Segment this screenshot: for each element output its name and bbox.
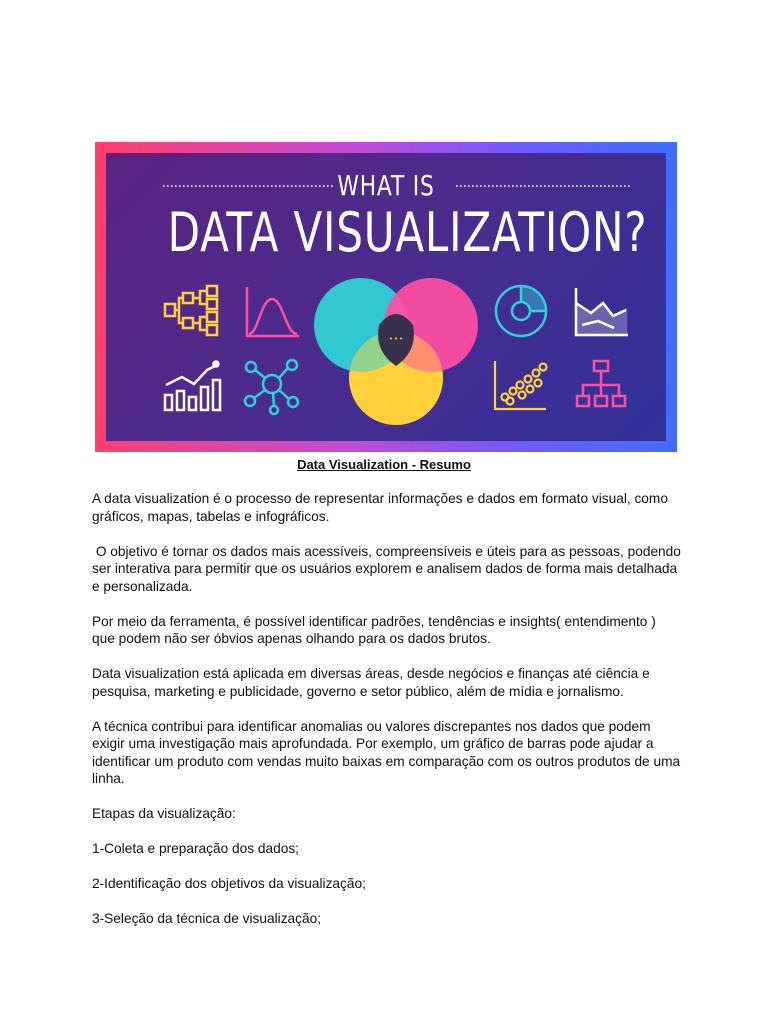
document-body xyxy=(92,490,685,945)
banner-inner xyxy=(106,153,666,441)
step-item: 1-Coleta e preparação dos dados; xyxy=(92,841,299,856)
svg-text:···: ··· xyxy=(388,329,404,348)
network-graph-icon xyxy=(245,360,298,414)
paragraph: Data visualization está aplicada em diversas áreas, desde negócios e finanças até ciência e pesquisa, marketing e publicidade, governo e setor público, além de mídia e jornalismo. xyxy=(92,666,650,699)
paragraph: Por meio da ferramenta, é possível identificar padrões, tendências e insights( entendimento ) que podem não ser óbvios apenas olhando para os dados brutos. xyxy=(92,613,656,646)
area-chart-icon xyxy=(576,288,628,335)
hierarchy-tree-icon xyxy=(165,286,217,335)
steps-heading: Etapas da visualização: xyxy=(92,806,236,821)
banner-title: DATA VISUALIZATION? xyxy=(167,201,648,264)
step-item: 3-Seleção da técnica de visualização; xyxy=(92,911,322,926)
bell-curve-icon xyxy=(247,287,299,336)
paragraph: A data visualization é o processo de representar informações e dados em formato visual, como gráficos, mapas, tabelas e infográficos. xyxy=(92,491,668,524)
scatter-plot-icon xyxy=(495,361,547,409)
bar-line-chart-icon xyxy=(165,362,220,411)
org-chart-icon xyxy=(577,361,625,406)
banner-image xyxy=(95,142,677,452)
paragraph: O objetivo é tornar os dados mais acessíveis, compreensíveis e úteis para as pessoas, podendo ser interativa para permitir que os usuários explorem e analisem dados de forma mais detalhada e personalizada. xyxy=(92,543,685,594)
banner-kicker: WHAT IS xyxy=(337,169,435,202)
step-item: 2-Identificação dos objetivos da visualização; xyxy=(92,876,366,891)
paragraph: A técnica contribui para identificar anomalias ou valores discrepantes nos dados que podem exigir uma investigação mais aprofundada. Por exemplo, um gráfico de barras pode ajudar a identificar um produto com vendas muito baixas em comparação com os outros produtos de uma linha. xyxy=(92,718,681,786)
venn-diagram-icon xyxy=(314,278,478,425)
pie-chart-icon xyxy=(496,286,546,336)
document-title: Data Visualization - Resumo xyxy=(297,457,471,472)
